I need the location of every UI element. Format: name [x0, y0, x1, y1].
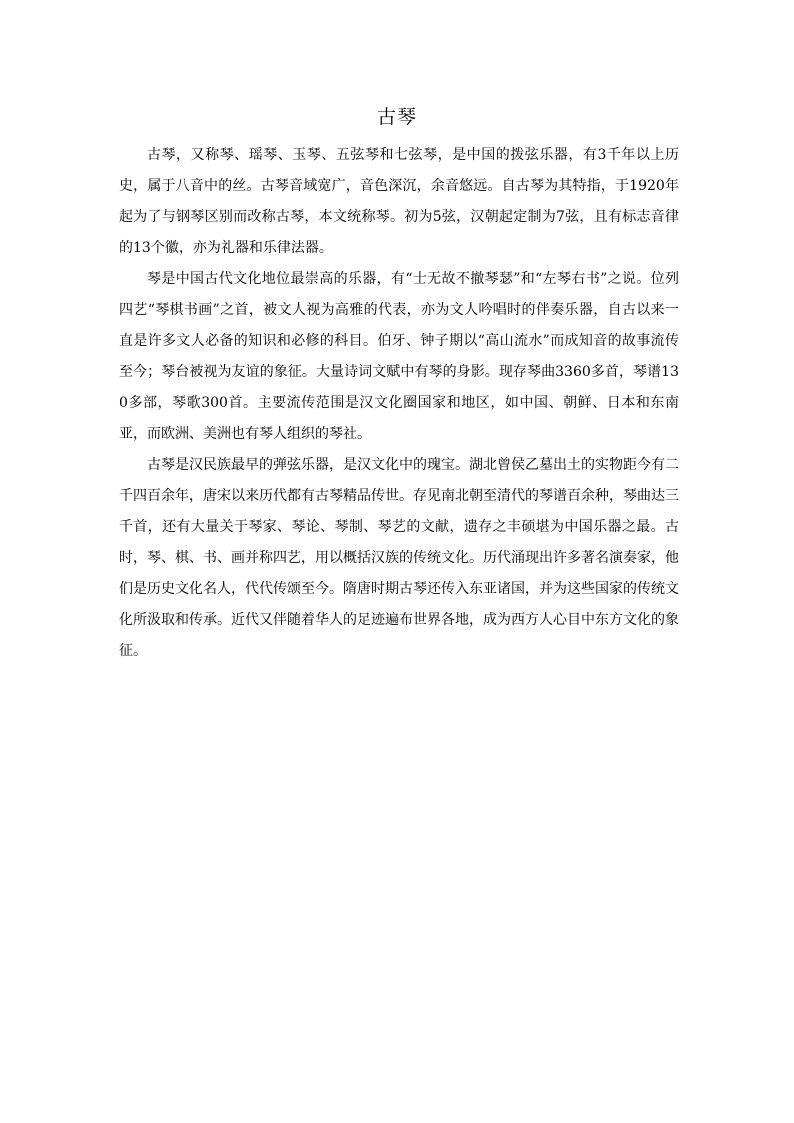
paragraph-1: 古琴，又称琴、瑶琴、玉琴、五弦琴和七弦琴，是中国的拨弦乐器，有3千年以上历史，属于八音中的丝。古琴音域宽广，音色深沉，余音悠远。自古琴为其特指，于1920年起为了与钢琴区别而改称古琴，本文统称琴。初为5弦，汉朝起定制为7弦，且有标志音律的13个徽，亦为礼器和乐律法器。 [119, 147, 679, 256]
page-title: 古琴 [376, 106, 417, 128]
paragraph-2: 琴是中国古代文化地位最崇高的乐器，有“士无故不撤琴瑟”和“左琴右书”之说。位列四艺“琴棋书画”之首，被文人视为高雅的代表，亦为文人吟唱时的伴奏乐器，自古以来一直是许多文人必备的知识和必修的科目。伯牙、钟子期以“高山流水”而成知音的故事流传至今；琴台被视为友谊的象征。大量诗词文赋中有琴的身影。现存琴曲3360多首，琴谱130多部，琴歌300首。主要流传范围是汉文化圈国家和地区，如中国、朝鲜、日本和东南亚，而欧洲、美洲也有琴人组织的琴社。 [119, 271, 679, 442]
article-body [119, 140, 679, 667]
paragraph-3: 古琴是汉民族最早的弹弦乐器，是汉文化中的瑰宝。湖北曾侯乙墓出土的实物距今有二千四百余年，唐宋以来历代都有古琴精品传世。存见南北朝至清代的琴谱百余种，琴曲达三千首，还有大量关于琴家、琴论、琴制、琴艺的文献，遗存之丰硕堪为中国乐器之最。古时，琴、棋、书、画并称四艺，用以概括汉族的传统文化。历代涌现出许多著名演奏家，他们是历史文化名人，代代传颂至今。隋唐时期古琴还传入东亚诸国，并为这些国家的传统文化所汲取和传承。近代又伴随着华人的足迹遍布世界各地，成为西方人心目中东方文化的象征。 [119, 457, 679, 659]
